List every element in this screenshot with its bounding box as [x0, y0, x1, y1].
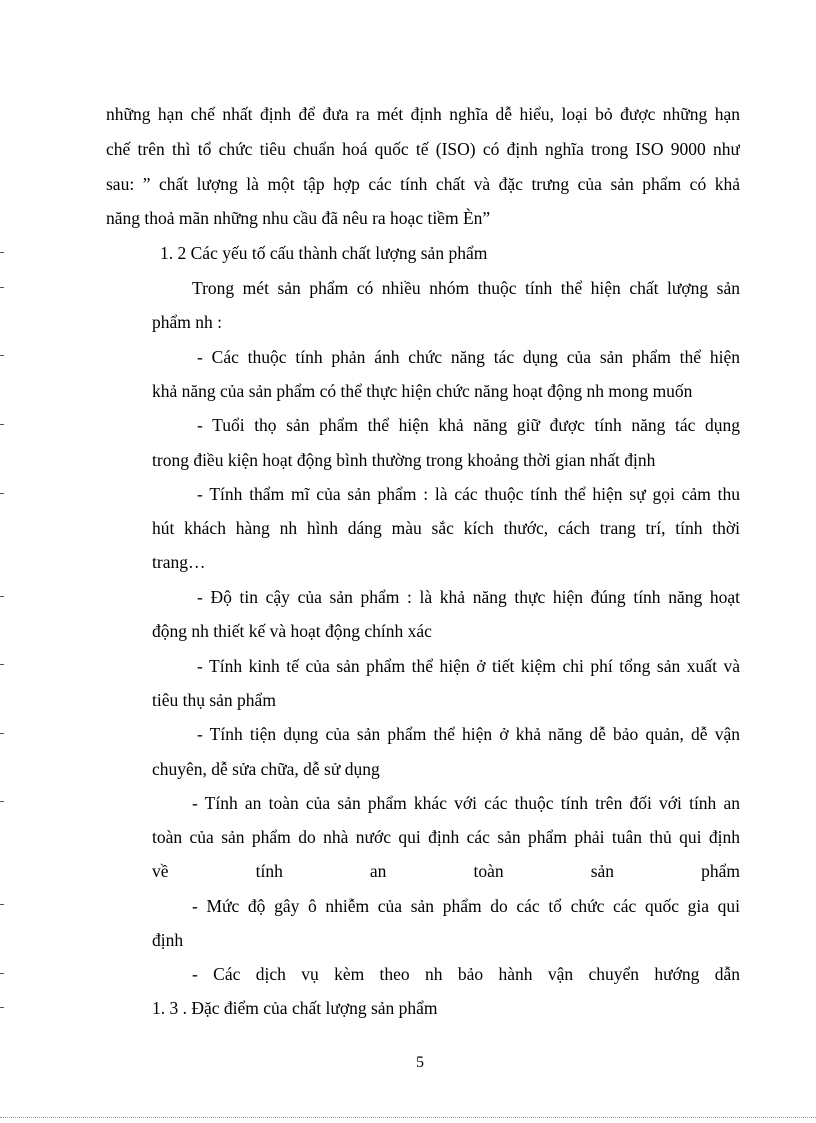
page-number: 5: [416, 1054, 424, 1071]
text-line: những hạn chế nhất định để đưa ra mét định nghĩa dễ hiểu, loại bỏ được những hạn: [106, 104, 740, 124]
text-line: trang…: [152, 552, 206, 572]
text-line: - Tính thẩm mĩ của sản phẩm : là các thuộc tính thể hiện sự gọi cảm thu: [197, 484, 740, 504]
text-line: toàn của sản phẩm do nhà nước qui định các sản phẩm phải tuân thủ qui định: [152, 827, 740, 847]
text-line: năng thoả mãn những nhu cầu đã nêu ra hoạc tiềm Èn”: [106, 208, 491, 228]
text-line: - Tuổi thọ sản phẩm thể hiện khả năng giữ được tính năng tác dụng: [197, 415, 740, 435]
page-bottom-border: [0, 1117, 816, 1118]
margin-mark: [0, 355, 4, 356]
text-line: chế trên thì tổ chức tiêu chuẩn hoá quốc tế (ISO) có định nghĩa trong ISO 9000 như: [106, 139, 740, 159]
text-line: định: [152, 930, 184, 950]
text-line: trong điều kiện hoạt động bình thường trong khoảng thời gian nhất định: [152, 450, 656, 470]
margin-mark: [0, 973, 4, 974]
section-heading: 1. 2 Các yếu tố cấu thành chất lượng sản phẩm: [160, 243, 488, 263]
text-line: - Độ tin cậy của sản phẩm : là khả năng thực hiện đúng tính năng hoạt: [197, 587, 740, 607]
margin-mark: [0, 801, 4, 802]
text-line: - Các dịch vụ kèm theo nh bảo hành vận chuyển hướng dẫn: [192, 964, 740, 984]
margin-mark: [0, 664, 4, 665]
margin-mark: [0, 596, 4, 597]
text-line: khả năng của sản phẩm có thể thực hiện chức năng hoạt động nh mong muốn: [152, 381, 693, 401]
text-line: tiêu thụ sản phẩm: [152, 690, 276, 710]
text-line: - Mức độ gây ô nhiễm của sản phẩm do các tổ chức các quốc gia qui: [192, 896, 740, 916]
text-line: - Tính kinh tế của sản phẩm thể hiện ở tiết kiệm chi phí tổng sản xuất và: [197, 656, 740, 676]
text-line: về tính an toàn sản phẩm: [152, 861, 740, 881]
text-line: sau: ” chất lượng là một tập hợp các tính chất và đặc trưng của sản phẩm có khả: [106, 174, 740, 194]
text-line: Trong mét sản phẩm có nhiều nhóm thuộc tính thể hiện chất lượng sản: [192, 278, 740, 298]
text-line: - Tính tiện dụng của sản phẩm thể hiện ở khả năng dễ bảo quản, dễ vận: [197, 724, 740, 744]
text-line: hút khách hàng nh hình dáng màu sắc kích thước, cách trang trí, tính thời: [152, 518, 740, 538]
margin-mark: [0, 733, 4, 734]
margin-mark: [0, 287, 4, 288]
section-heading: 1. 3 . Đặc điểm của chất lượng sản phẩm: [152, 998, 438, 1018]
margin-mark: [0, 493, 4, 494]
margin-mark: [0, 424, 4, 425]
margin-mark: [0, 252, 4, 253]
text-line: động nh thiết kế và hoạt động chính xác: [152, 621, 432, 641]
margin-mark: [0, 1007, 4, 1008]
margin-mark: [0, 904, 4, 905]
text-line: chuyên, dễ sửa chữa, dễ sử dụng: [152, 759, 380, 779]
text-line: - Các thuộc tính phản ánh chức năng tác dụng của sản phẩm thể hiện: [197, 347, 740, 367]
text-line: phẩm nh :: [152, 312, 222, 332]
text-line: - Tính an toàn của sản phẩm khác với các thuộc tính trên đối với tính an: [192, 793, 740, 813]
